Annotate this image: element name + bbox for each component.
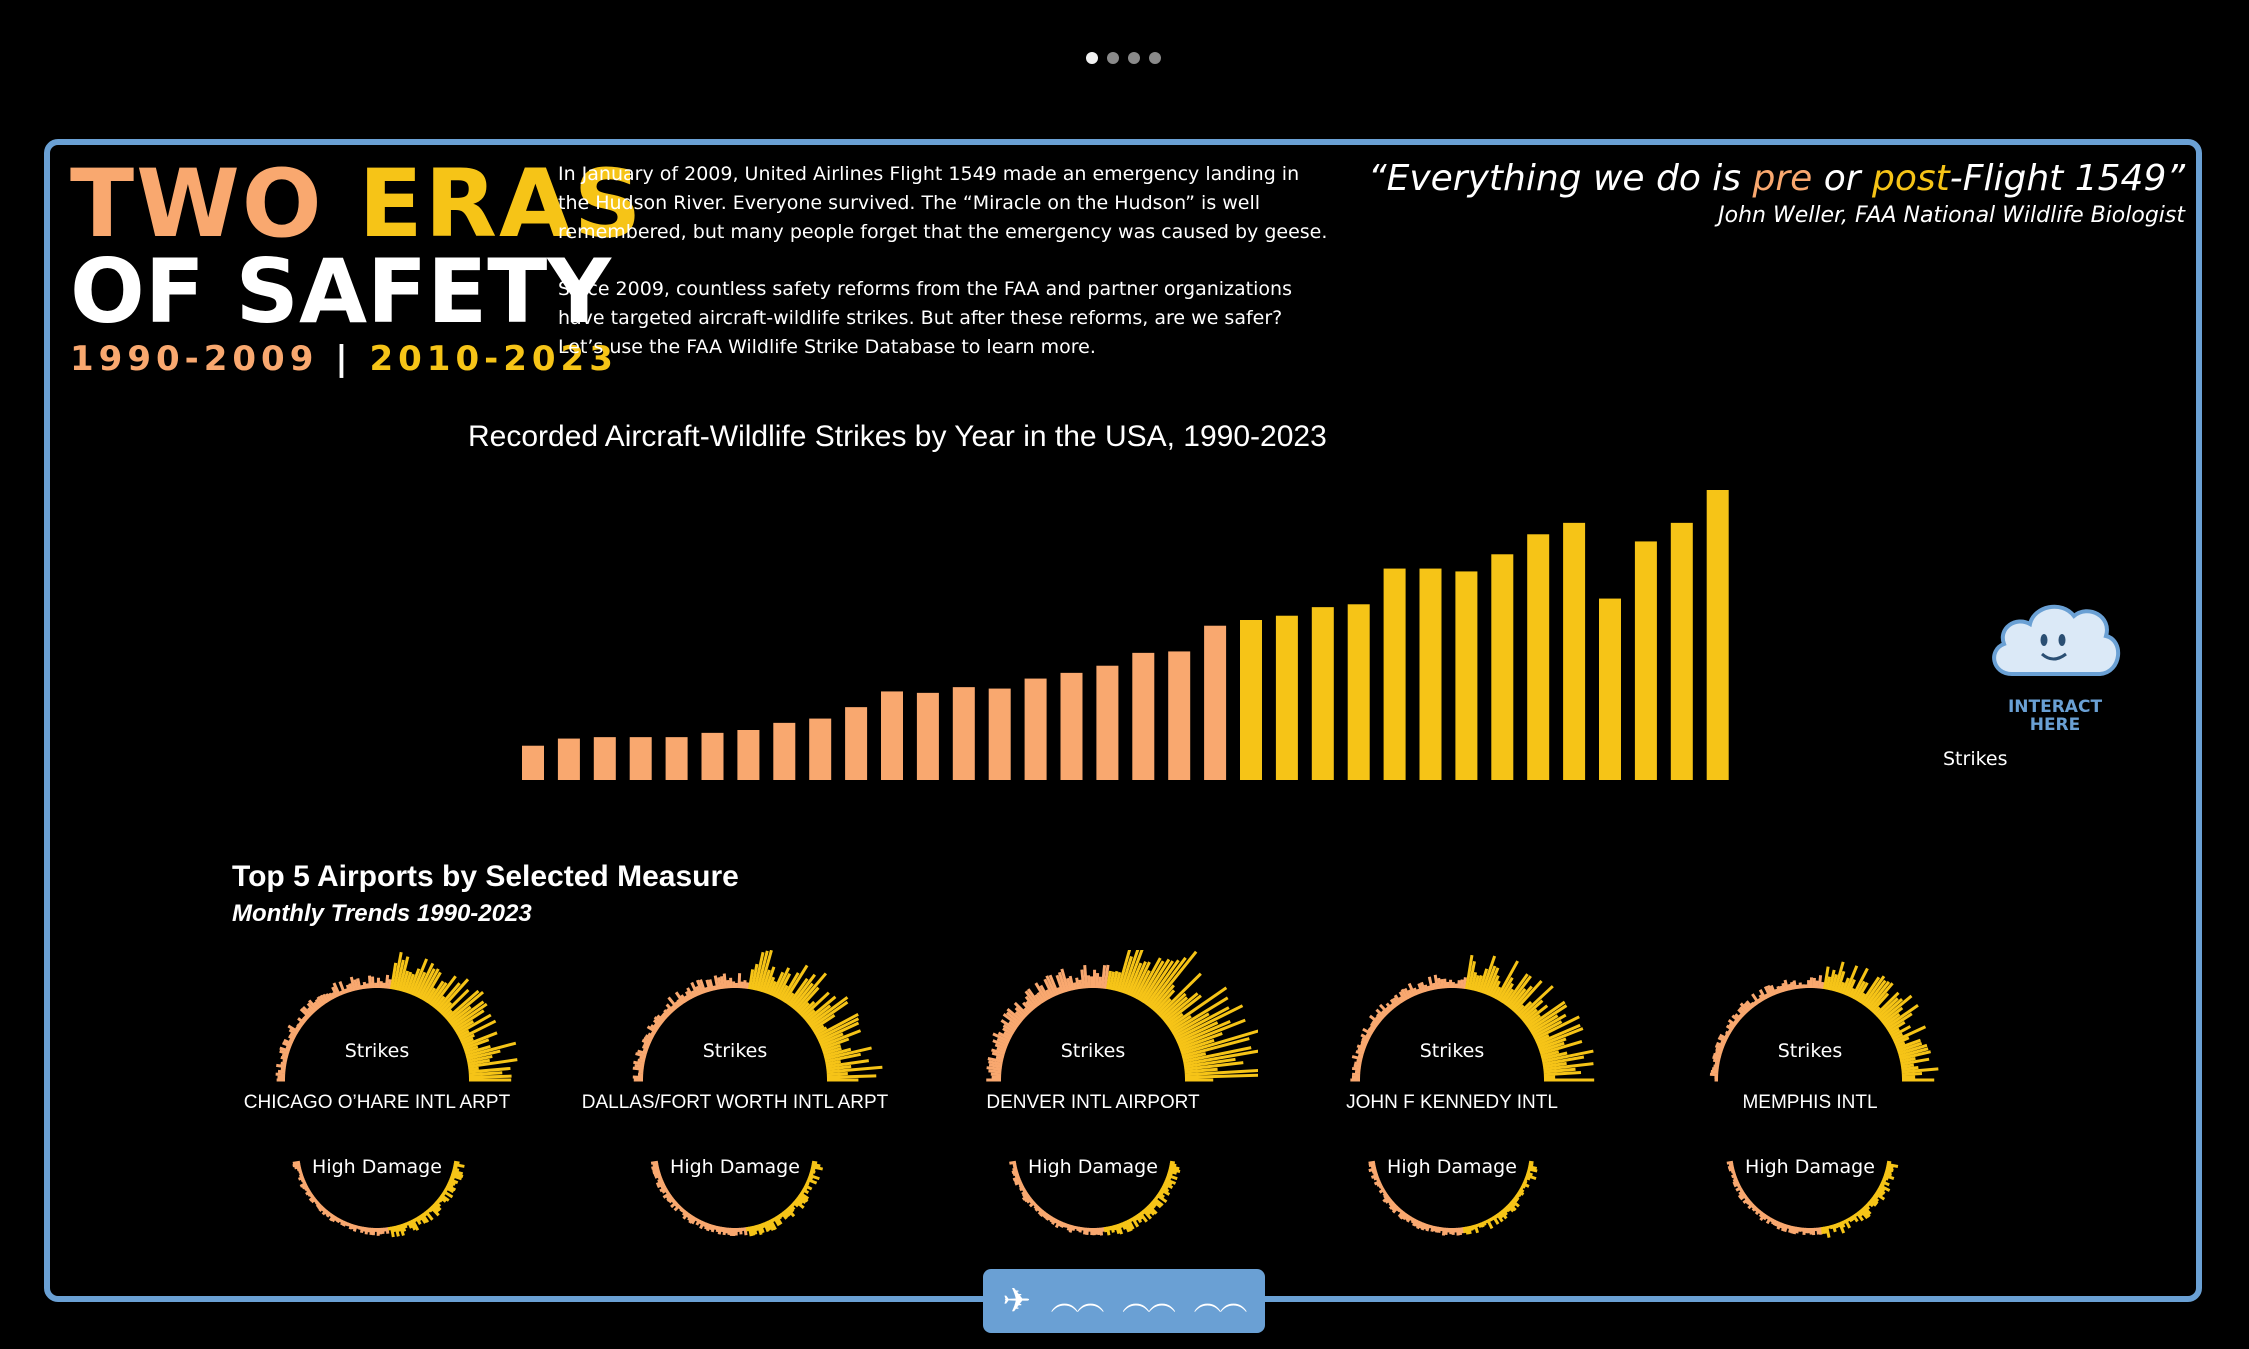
bar-1999[interactable] [845, 707, 867, 780]
strike-month-mark [1077, 978, 1079, 989]
strike-month-mark [1800, 983, 1801, 989]
damage-month-mark [371, 1228, 372, 1235]
damage-month-mark [747, 1227, 748, 1231]
strike-month-mark [1715, 1063, 1719, 1064]
bar-2009[interactable] [1204, 626, 1226, 780]
strike-month-mark [706, 987, 708, 992]
strike-month-mark [469, 1073, 502, 1075]
strike-month-mark [744, 980, 745, 988]
damage-month-mark [1799, 1227, 1800, 1231]
page-dot[interactable] [1149, 52, 1161, 64]
chart-legend: Strikes [1943, 748, 2008, 770]
strike-month-mark [276, 1065, 286, 1066]
damage-month-mark [1458, 1228, 1459, 1236]
bar-2002[interactable] [953, 687, 975, 780]
chart-title: Recorded Aircraft-Wildlife Strikes by Year in the USA, 1990-2023 [468, 420, 1327, 453]
strike-month-mark [469, 1076, 512, 1077]
damage-month-mark [1437, 1227, 1438, 1233]
strike-month-mark [635, 1065, 644, 1066]
strike-month-mark [389, 979, 390, 988]
bird-icon[interactable]: ︵︵ [1121, 1284, 1174, 1317]
airport-card[interactable] [1287, 950, 1617, 1240]
bar-2011[interactable] [1276, 616, 1298, 780]
bar-2006[interactable] [1096, 666, 1118, 780]
bar-2021[interactable] [1635, 541, 1657, 780]
quote-part: “Everything we do is [1367, 158, 1753, 199]
strike-month-mark [1085, 965, 1087, 988]
bar-1997[interactable] [773, 723, 795, 780]
strike-month-mark [991, 1074, 1001, 1075]
high-damage-label: High Damage [312, 1156, 442, 1178]
strike-month-mark [369, 976, 370, 989]
damage-month-mark [360, 1226, 361, 1230]
damage-month-mark [1464, 1227, 1465, 1233]
strikes-label: Strikes [702, 1040, 768, 1062]
quote-pre: pre [1752, 158, 1813, 199]
strike-month-mark [1439, 978, 1440, 989]
damage-month-mark [1099, 1228, 1100, 1235]
damage-month-mark [361, 1227, 362, 1233]
airport-name: DALLAS/FORT WORTH INTL ARPT [581, 1092, 889, 1113]
title-two: TWO [70, 150, 324, 259]
damage-month-mark [1076, 1226, 1077, 1229]
high-damage-label: High Damage [670, 1156, 800, 1178]
strikes-label: Strikes [1419, 1040, 1485, 1062]
damage-month-mark [1070, 1225, 1072, 1232]
damage-month-mark [1105, 1227, 1106, 1232]
page-dot[interactable] [1107, 52, 1119, 64]
strike-month-mark [987, 1068, 1002, 1070]
strike-month-mark [1464, 977, 1465, 988]
damage-month-mark [1462, 1227, 1463, 1233]
story-nav[interactable] [983, 1269, 1265, 1333]
strike-month-mark [747, 982, 748, 988]
strike-month-mark [1354, 1063, 1361, 1064]
strikes-bar-chart[interactable] [500, 470, 1740, 788]
strike-month-mark [373, 977, 374, 989]
strike-month-mark [633, 1068, 644, 1069]
strike-month-mark [721, 976, 723, 988]
strike-month-mark [714, 986, 715, 990]
damage-month-mark [1818, 1228, 1819, 1235]
era-2-label: 2010-2023 [369, 339, 618, 379]
strike-month-mark [724, 974, 726, 989]
strike-month-mark [827, 1076, 876, 1077]
strike-month-mark [1075, 983, 1076, 990]
damage-month-mark [1820, 1227, 1821, 1234]
interact-here-label[interactable]: INTERACT HERE [2007, 697, 2103, 735]
strike-month-mark [276, 1074, 286, 1075]
strike-month-mark [1082, 970, 1084, 989]
damage-month-mark [1078, 1227, 1079, 1231]
high-damage-label: High Damage [1387, 1156, 1517, 1178]
damage-month-mark [722, 1227, 723, 1232]
damage-month-mark [1427, 1225, 1429, 1232]
damage-month-mark [712, 1225, 714, 1232]
airport-card[interactable] [1645, 950, 1975, 1240]
strike-month-mark [1728, 1030, 1731, 1032]
bar-2007[interactable] [1132, 653, 1154, 780]
damage-month-mark [349, 1223, 350, 1226]
quote-post: post [1872, 158, 1950, 199]
damage-month-mark [1524, 1179, 1527, 1180]
strike-month-mark [1097, 973, 1098, 988]
strikes-label: Strikes [1777, 1040, 1843, 1062]
bar-2000[interactable] [881, 691, 903, 780]
damage-month-mark [1829, 1226, 1830, 1229]
airport-card[interactable] [570, 950, 900, 1240]
bar-2023[interactable] [1707, 490, 1729, 780]
damage-month-mark [1087, 1228, 1088, 1235]
quote-part: or [1812, 158, 1873, 199]
bar-2001[interactable] [917, 693, 939, 780]
damage-month-mark [1439, 1227, 1440, 1233]
bar-1990[interactable] [522, 746, 544, 780]
strike-month-mark [386, 975, 387, 989]
damage-month-mark [1443, 1228, 1444, 1236]
damage-month-mark [1460, 1228, 1461, 1235]
bar-2012[interactable] [1312, 607, 1334, 780]
strike-month-mark [346, 989, 347, 993]
damage-month-mark [1477, 1224, 1478, 1227]
strike-month-mark [341, 991, 343, 995]
damage-month-mark [344, 1221, 346, 1226]
damage-month-mark [1110, 1226, 1111, 1230]
strike-month-mark [1714, 1066, 1719, 1067]
bar-2016[interactable] [1455, 571, 1477, 780]
airport-name: MEMPHIS INTL [1742, 1092, 1878, 1113]
strike-month-mark [1712, 1069, 1718, 1070]
strike-month-mark [1902, 1074, 1922, 1075]
page-indicator[interactable] [1086, 52, 1161, 64]
bar-1991[interactable] [558, 739, 580, 780]
high-damage-label: High Damage [1028, 1156, 1158, 1178]
damage-month-mark [1785, 1225, 1787, 1232]
strike-month-mark [719, 977, 721, 989]
strike-month-mark [1901, 1065, 1914, 1067]
era-1-label: 1990-2009 [70, 339, 319, 379]
damage-month-mark [745, 1227, 746, 1235]
strikes-label: Strikes [344, 1040, 410, 1062]
airport-card[interactable] [212, 950, 542, 1240]
damage-month-mark [719, 1227, 720, 1235]
strike-month-mark [1544, 1073, 1581, 1075]
strike-month-mark [1418, 989, 1420, 994]
section-subtitle: Monthly Trends 1990-2023 [232, 900, 532, 927]
damage-month-mark [364, 1227, 365, 1231]
strike-month-mark [1434, 983, 1435, 990]
damage-month-mark [1101, 1228, 1102, 1236]
airport-name: JOHN F KENNEDY INTL [1346, 1092, 1558, 1113]
intro-paragraph-1: In January of 2009, United Airlines Flight 1549 made an emergency landing in the Hudson River. Everyone survived. The “Miracle on the Hudson” is well remembered, but many people forget that the emergency was caused by geese. [558, 163, 1328, 243]
strike-month-mark [739, 973, 740, 988]
strike-month-mark [1817, 981, 1818, 989]
section-title: Top 5 Airports by Selected Measure [232, 860, 739, 893]
damage-month-mark [1085, 1228, 1086, 1235]
strike-month-mark [1822, 982, 1823, 989]
damage-month-mark [715, 1226, 716, 1230]
damage-month-mark [727, 1228, 728, 1234]
bird-icon[interactable]: ︵︵ [1193, 1284, 1246, 1317]
airport-name: CHICAGO O’HARE INTL ARPT [243, 1092, 511, 1113]
high-damage-label: High Damage [1745, 1156, 1875, 1178]
title-eras: ERAS [358, 150, 644, 259]
quote-text [1368, 158, 2185, 199]
cloud-mascot-icon[interactable] [1984, 592, 2124, 682]
strike-month-mark [1776, 989, 1778, 994]
strike-month-mark [827, 1073, 848, 1074]
strike-month-mark [468, 1068, 478, 1069]
damage-month-mark [729, 1228, 730, 1235]
damage-month-mark [387, 1227, 388, 1233]
bar-2004[interactable] [1025, 679, 1047, 780]
strike-month-mark [364, 982, 365, 989]
strikes-label: Strikes [1060, 1040, 1126, 1062]
quote-block [1368, 158, 2185, 228]
damage-month-mark [366, 1227, 367, 1234]
bird-icon[interactable]: ︵︵ [1050, 1284, 1103, 1317]
bar-2010[interactable] [1240, 620, 1262, 780]
bar-2005[interactable] [1061, 673, 1083, 780]
bar-2020[interactable] [1599, 599, 1621, 780]
damage-month-mark [1430, 1225, 1431, 1228]
damage-month-mark [1822, 1227, 1823, 1234]
strike-month-mark [1789, 984, 1790, 990]
bar-1998[interactable] [809, 719, 831, 780]
damage-month-mark [1434, 1226, 1435, 1231]
bar-1996[interactable] [737, 730, 759, 780]
damage-month-mark [1804, 1228, 1805, 1235]
strike-month-mark [367, 983, 368, 988]
damage-month-mark [1831, 1225, 1832, 1229]
damage-month-mark [724, 1227, 725, 1235]
strike-month-mark [1425, 985, 1427, 992]
strike-month-mark [1798, 985, 1799, 989]
bar-2019[interactable] [1563, 523, 1585, 780]
bar-2003[interactable] [989, 689, 1011, 780]
bar-1992[interactable] [594, 737, 616, 780]
bar-1995[interactable] [702, 733, 724, 780]
airplane-icon[interactable]: ✈ [1002, 1281, 1031, 1321]
bar-2015[interactable] [1420, 569, 1442, 780]
damage-month-mark [1103, 1227, 1104, 1231]
damage-month-mark [1073, 1226, 1074, 1231]
bar-2014[interactable] [1384, 569, 1406, 780]
strike-month-mark [1791, 982, 1792, 989]
strike-month-mark [1781, 986, 1783, 992]
strike-month-mark [1354, 1066, 1361, 1067]
bar-1993[interactable] [630, 737, 652, 780]
damage-month-mark [1446, 1228, 1447, 1235]
bar-2008[interactable] [1168, 651, 1190, 780]
strike-month-mark [1100, 977, 1101, 988]
quote-part: -Flight 1549” [1949, 158, 2185, 199]
bar-2013[interactable] [1348, 604, 1370, 780]
strike-month-mark [358, 978, 360, 989]
strike-month-mark [281, 1063, 287, 1064]
strike-month-mark [1725, 1035, 1729, 1037]
strike-month-mark [362, 985, 363, 989]
bar-2022[interactable] [1671, 523, 1693, 780]
strike-month-mark [1088, 975, 1089, 988]
quote-attribution: John Weller, FAA National Wildlife Biologist [1718, 203, 2185, 228]
strike-month-mark [281, 1069, 286, 1070]
strike-month-mark [728, 980, 729, 988]
bar-1994[interactable] [666, 737, 688, 780]
bar-2017[interactable] [1491, 554, 1513, 780]
damage-month-mark [358, 1226, 359, 1229]
strike-month-mark [278, 1071, 285, 1072]
page-dot[interactable] [1128, 52, 1140, 64]
page-dot[interactable] [1086, 52, 1098, 64]
strike-month-mark [1901, 1067, 1918, 1069]
strike-month-mark [1461, 980, 1462, 989]
era-separator: | [335, 339, 353, 379]
strike-month-mark [1080, 980, 1081, 989]
title-of-safety: OF SAFETY [70, 240, 612, 343]
damage-month-mark [1788, 1225, 1789, 1229]
strike-month-mark [988, 1071, 1001, 1072]
damage-month-mark [1080, 1227, 1081, 1232]
bar-2018[interactable] [1527, 534, 1549, 780]
strike-month-mark [1794, 980, 1795, 989]
strike-month-mark [1442, 979, 1443, 988]
airport-name: DENVER INTL AIRPORT [986, 1092, 1200, 1113]
damage-month-mark [389, 1227, 390, 1230]
intro-text [558, 160, 1328, 390]
strike-month-mark [1711, 1071, 1718, 1072]
damage-month-mark [354, 1225, 356, 1231]
strike-month-mark [1445, 979, 1446, 988]
strike-month-mark [1819, 975, 1820, 988]
intro-paragraph-2: Since 2009, countless safety reforms from the FAA and partner organizations have targeted aircraft-wildlife strikes. But after these reforms, are we safer? Let’s use the FAA Wildlife Strike Database to learn more. [558, 278, 1292, 358]
strike-month-mark [1428, 986, 1429, 991]
airport-card[interactable] [928, 950, 1258, 1240]
damage-month-mark [717, 1226, 718, 1232]
strike-month-mark [1352, 1068, 1360, 1069]
strike-month-mark [1459, 980, 1460, 988]
damage-month-mark [1797, 1227, 1798, 1233]
